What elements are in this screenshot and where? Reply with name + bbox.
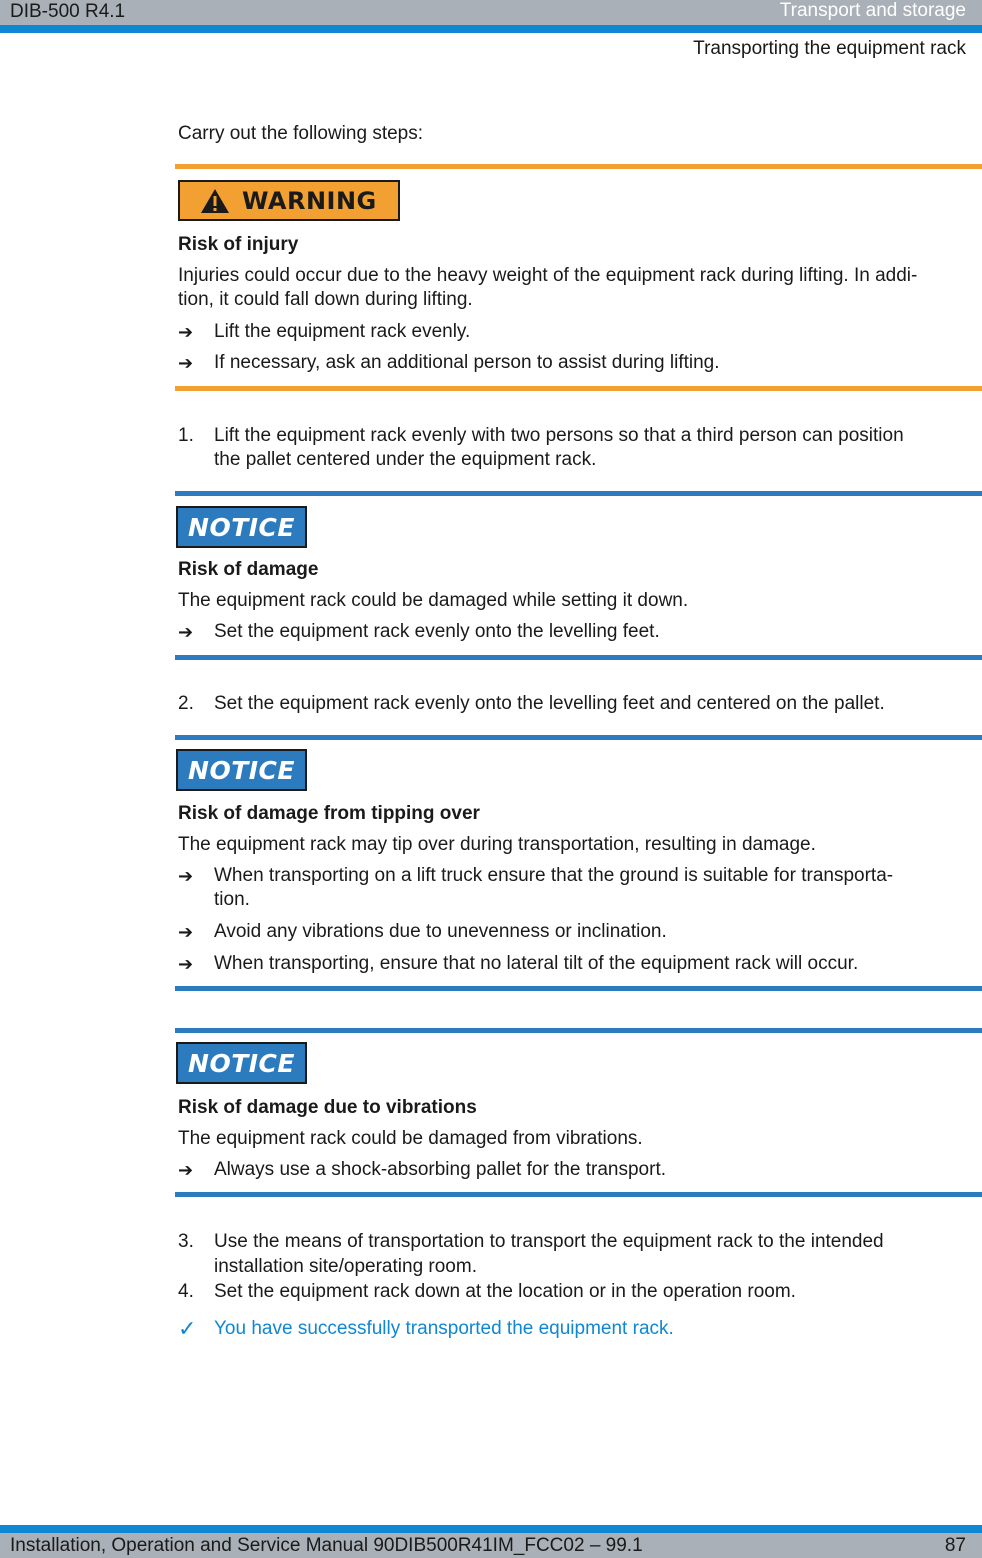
notice-title: Risk of damage due to vibrations — [178, 1097, 477, 1118]
notice-badge — [176, 1042, 307, 1084]
header-doc-id: DIB-500 R4.1 — [10, 1, 126, 22]
arrow-icon: ➔ — [178, 1160, 194, 1180]
warning-bottom-rule — [175, 386, 982, 391]
warning-body-line1: Injuries could occur due to the heavy weight of the equipment rack during lifting. In addi- — [178, 265, 918, 286]
warning-badge-label: WARNING — [242, 186, 377, 215]
notice-body: The equipment rack could be damaged from vibrations. — [178, 1128, 643, 1149]
notice-badge-label: NOTICE — [188, 755, 295, 785]
notice-badge — [176, 506, 307, 548]
footer-manual-title: Installation, Operation and Service Manual 90DIB500R41IM_FCC02 – 99.1 — [10, 1535, 643, 1556]
step-text: Set the equipment rack evenly onto the levelling feet and centered on the pallet. — [214, 693, 885, 714]
header-section: Transporting the equipment rack — [693, 38, 966, 59]
warning-triangle-icon — [200, 188, 230, 214]
notice-badge — [176, 749, 307, 791]
notice-bullet: Avoid any vibrations due to unevenness or inclination. — [214, 921, 667, 942]
step-number: 3. — [178, 1231, 194, 1252]
notice-badge-label: NOTICE — [188, 1048, 295, 1078]
arrow-icon: ➔ — [178, 866, 194, 886]
intro-text: Carry out the following steps: — [178, 123, 424, 144]
warning-badge — [178, 180, 400, 221]
header-rule — [0, 25, 982, 33]
notice-top-rule — [175, 1028, 982, 1033]
warning-top-rule — [175, 164, 982, 169]
step-text: installation site/operating room. — [214, 1256, 477, 1277]
step-number: 4. — [178, 1281, 194, 1302]
footer-page-number: 87 — [944, 1535, 966, 1556]
notice-body: The equipment rack could be damaged while setting it down. — [178, 590, 689, 611]
arrow-icon: ➔ — [178, 353, 194, 373]
warning-bullet: If necessary, ask an additional person to assist during lifting. — [214, 352, 720, 373]
header-chapter: Transport and storage — [779, 0, 966, 21]
notice-bullet: When transporting on a lift truck ensure that the ground is suitable for transporta- — [214, 865, 894, 886]
notice-badge-label: NOTICE — [188, 512, 295, 542]
warning-title: Risk of injury — [178, 234, 299, 255]
notice-bottom-rule — [175, 655, 982, 660]
step-text: Set the equipment rack down at the location or in the operation room. — [214, 1281, 796, 1302]
arrow-icon: ➔ — [178, 922, 194, 942]
checkmark-icon: ✓ — [178, 1316, 197, 1341]
notice-title: Risk of damage from tipping over — [178, 803, 480, 824]
step-number: 2. — [178, 693, 194, 714]
notice-bottom-rule — [175, 1192, 982, 1197]
footer-rule — [0, 1525, 982, 1533]
notice-top-rule — [175, 491, 982, 496]
notice-bullet: Set the equipment rack evenly onto the levelling feet. — [214, 621, 660, 642]
result-text: You have successfully transported the equipment rack. — [214, 1318, 674, 1339]
step-text: Use the means of transportation to transport the equipment rack to the intended — [214, 1231, 884, 1252]
step-text: Lift the equipment rack evenly with two persons so that a third person can position — [214, 425, 904, 446]
warning-body-line2: tion, it could fall down during lifting. — [178, 289, 473, 310]
arrow-icon: ➔ — [178, 622, 194, 642]
notice-title: Risk of damage — [178, 559, 319, 580]
notice-bullet: When transporting, ensure that no lateral tilt of the equipment rack will occur. — [214, 953, 859, 974]
notice-bullet-cont: tion. — [214, 889, 250, 910]
arrow-icon: ➔ — [178, 954, 194, 974]
step-text: the pallet centered under the equipment rack. — [214, 449, 597, 470]
warning-bullet: Lift the equipment rack evenly. — [214, 321, 471, 342]
notice-body: The equipment rack may tip over during transportation, resulting in damage. — [178, 834, 816, 855]
notice-bottom-rule — [175, 986, 982, 991]
notice-top-rule — [175, 735, 982, 740]
notice-bullet: Always use a shock-absorbing pallet for the transport. — [214, 1159, 667, 1180]
arrow-icon: ➔ — [178, 322, 194, 342]
step-number: 1. — [178, 425, 194, 446]
